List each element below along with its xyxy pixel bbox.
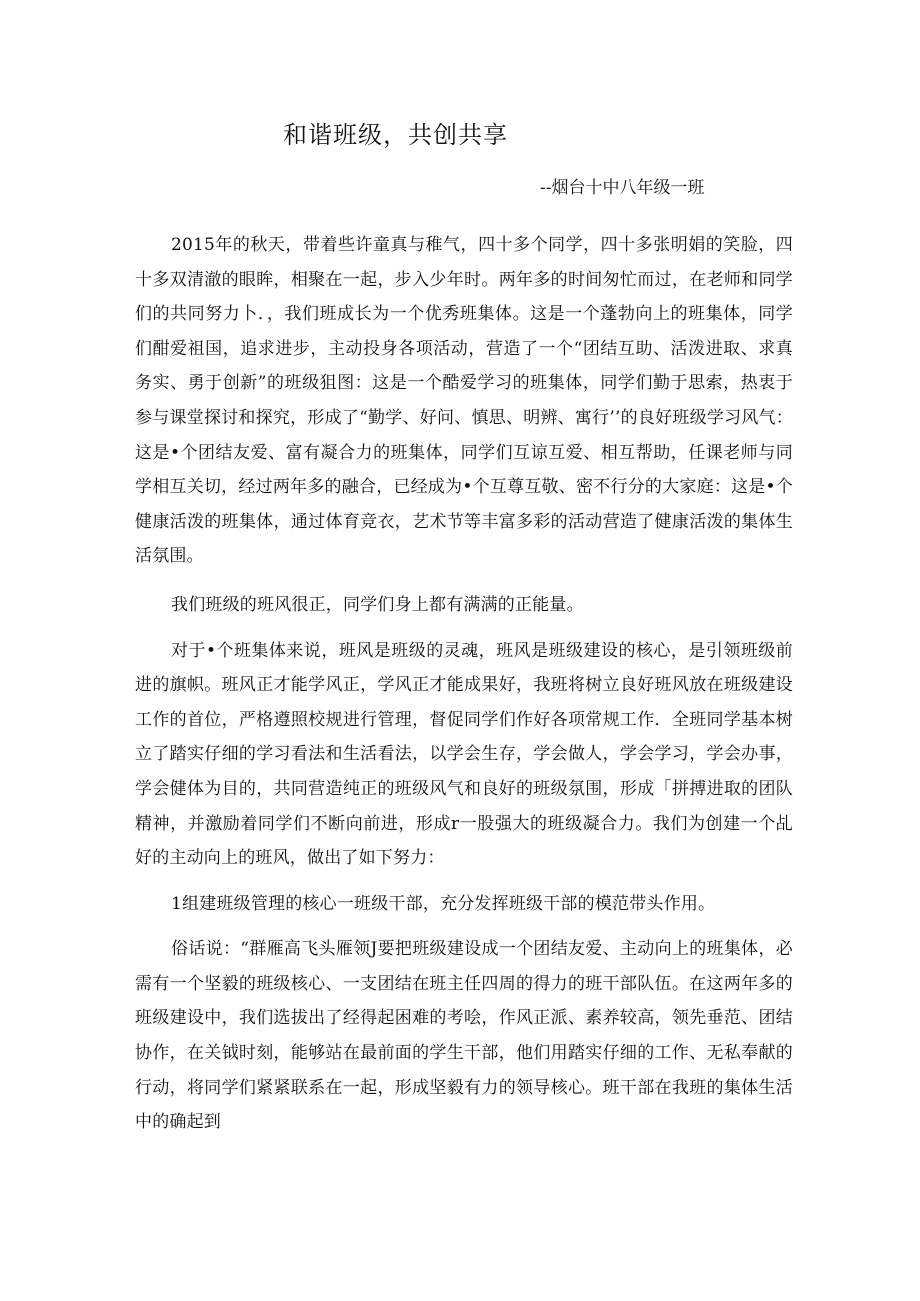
paragraph-section-heading: 1组建班级管理的核心一班级干部，充分发挥班级干部的模范带头作用。 bbox=[171, 893, 716, 914]
document-title: 和谐班级，共创共享 bbox=[283, 121, 508, 149]
paragraph-class-spirit: 我们班级的班风很正，同学们身上都有满满的正能量。 bbox=[171, 594, 584, 615]
document-body bbox=[135, 228, 793, 1140]
paragraph-class-leaders: 俗话说：“群雁高飞头雁领J要把班级建设成一个团结友爱、主动向上的班集体，必需有一个坚毅的班级核心、一支团结在班主任四周的得力的班干部队伍。在这两年多的班级建设中，我们选拔出了经得起困难的考哙，作风正派、素养较高，领先垂范、团结协作，在关钺时刻，能够站在最前面的学生干部，他们用踏实仔细的工作、无私奉献的行动，将同学们紧紧联系在一起，形成坚毅有力的领导核心。班干部在我班的集体生活中的确起到 bbox=[135, 939, 793, 1133]
paragraph-class-culture: 对于•个班集体来说，班风是班级的灵魂，班风是班级建设的核心，是引领班级前进的旗帜。班风正才能学风正，学风正才能成果好，我班将树立良好班风放在班级建设工作的首位，严格遵照校规进行管理，督促同学们作好各项常规工作．全班同学基本树立了踏实仔细的学习看法和生活看法，以学会生存，学会做人，学会学习，学会办事，学会健体为目的，共同营造纯正的班级风气和良好的班级氛围，形成「拼搏进取的团队精神，并激励着同学们不断向前进，形成r一股强大的班级凝合力。我们为创建一个乩好的主动向上的班风，做出了如下努力： bbox=[135, 640, 793, 869]
paragraph-intro: 2015年的秋天，带着些许童真与稚气，四十多个同学，四十多张明娟的笑脸，四十多双清澈的眼眸，相聚在一起，步入少年时。两年多的时间匆忙而过，在老师和同学们的共同努力卜．，我们班成长为一个优秀班集体。这是一个蓬勃向上的班集体，同学们酣爱祖国，追求进步，主动投身各项活动，营造了一个“团结互助、活泼进取、求真务实、勇于创新”的班级狙图：这是一个酷爱学习的班集体，同学们勤于思索，热衷于参与课堂探讨和探究，形成了“勤学、好问、慎思、明辨、寓行’’的良好班级学习风气：这是•个团结友爱、富有凝合力的班集体，同学们互谅互爱、相互帮助，任课老师与同学相互关切，经过两年多的融合，已经成为•个互尊互敬、密不行分的大家庭：这是•个健康活泼的班集体，通过体育竞衣，艺术节等丰富多彩的活动营造了健康活泼的集体生活氛围。 bbox=[135, 235, 793, 567]
document-byline: --烟台十中八年级一班 bbox=[540, 178, 705, 198]
